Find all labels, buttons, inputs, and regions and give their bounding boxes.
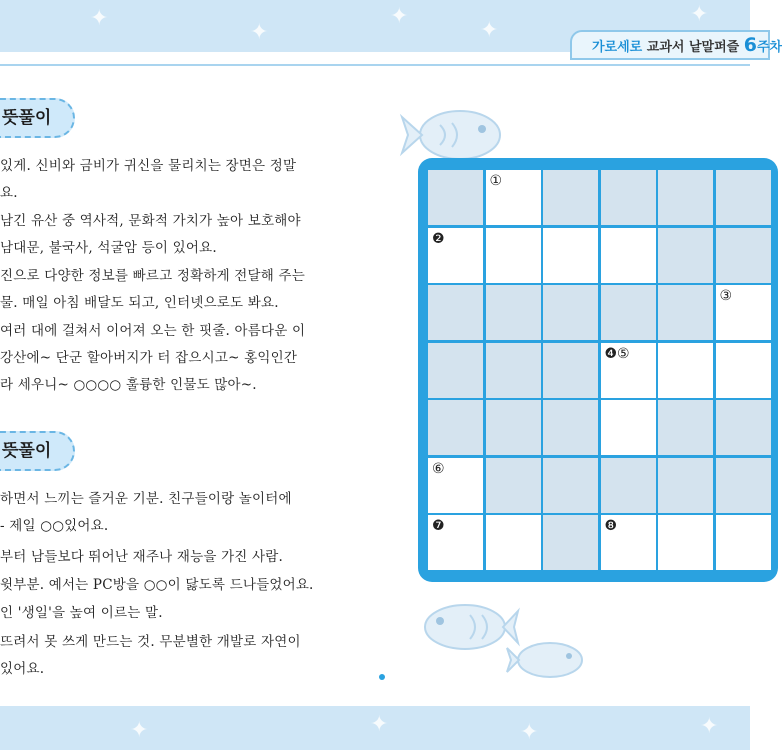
clue-line: - 제일 ○○있어요. [0,518,109,534]
section-tag-label: 뜻풀이 [2,441,52,461]
section-tag-1 [0,98,75,138]
puzzle-cell[interactable] [601,228,657,284]
puzzle-cell[interactable] [486,515,542,571]
bone-decoration-icon: ✦ [390,4,409,29]
puzzle-cell [716,170,772,226]
clue-line: 하면서 느끼는 즐거운 기분. 친구들이랑 놀이터에 [0,491,292,507]
clue-line: 강산에~ 단군 할아버지가 터 잡으시고~ 홍익인간 [0,350,298,366]
header-divider [0,64,750,66]
puzzle-cell [658,458,714,514]
bone-decoration-icon: ✦ [250,20,269,45]
clue-line: 있게. 신비와 금비가 귀신을 물리치는 장면은 정말 [0,158,297,174]
page-dot [379,674,385,680]
puzzle-cell [486,343,542,399]
clue-line: 남긴 유산 중 역사적, 문화적 가치가 높아 보호해야 [0,213,301,229]
clue-line: 물. 매일 아침 배달도 되고, 인터넷으로도 봐요. [0,295,279,311]
week-suffix: 주차 [756,40,782,55]
cell-number: ❼ [432,518,445,534]
puzzle-cell [716,400,772,456]
bone-decoration-icon: ✦ [130,718,149,743]
title-prefix: 가로세로 [592,40,643,55]
puzzle-cell [428,170,484,226]
clue-line: 부터 남들보다 뛰어난 재주나 재능을 가진 사람. [0,549,284,565]
cell-number: ③ [719,288,733,304]
fish-decoration-icon [505,630,595,690]
week-number: 6 [743,34,757,56]
puzzle-cell [658,228,714,284]
bone-decoration-icon: ✦ [700,714,719,739]
section-tag-label: 뜻풀이 [2,108,52,128]
puzzle-cell[interactable] [486,170,542,226]
bone-decoration-icon: ✦ [480,18,499,43]
clue-line: 라 세우니~ ○○○○ 훌륭한 인물도 많아~. [0,377,257,393]
bone-decoration-icon: ✦ [90,6,109,31]
section-tag-2 [0,431,75,471]
puzzle-cell [543,515,599,571]
puzzle-cell [486,285,542,341]
bone-decoration-icon: ✦ [690,2,709,27]
puzzle-cell[interactable] [428,458,484,514]
puzzle-cell[interactable] [486,228,542,284]
puzzle-cell[interactable] [428,228,484,284]
puzzle-cell [486,400,542,456]
puzzle-cell[interactable] [716,285,772,341]
bone-decoration-icon: ✦ [520,720,539,745]
puzzle-cell[interactable] [601,343,657,399]
bone-decoration-icon: ✦ [370,712,389,737]
cell-number: ❷ [432,230,445,247]
puzzle-cell[interactable] [543,228,599,284]
clue-line: 남대문, 불국사, 석굴암 등이 있어요. [0,240,217,256]
puzzle-cell[interactable] [601,400,657,456]
cell-number: ❹⑤ [604,345,630,362]
clue-line: 요. [0,185,18,201]
puzzle-cell [543,343,599,399]
clue-line: 윗부분. 예서는 PC방을 ○○이 닳도록 드나들었어요. [0,577,314,593]
puzzle-cell[interactable] [428,515,484,571]
clue-line: 진으로 다양한 정보를 빠르고 정확하게 전달해 주는 [0,268,306,284]
bottom-decorative-band [0,706,750,750]
puzzle-cell [658,170,714,226]
puzzle-cell [428,285,484,341]
cell-number: ❽ [604,518,618,534]
puzzle-cell[interactable] [601,515,657,571]
puzzle-cell [543,170,599,226]
puzzle-cell [428,400,484,456]
puzzle-cell [543,285,599,341]
puzzle-cell [486,458,542,514]
puzzle-cell [716,458,772,514]
fish-decoration-icon [410,585,520,665]
puzzle-cell [543,400,599,456]
puzzle-cell [601,170,657,226]
puzzle-cell [428,343,484,399]
cell-number: ① [489,173,503,189]
puzzle-cell [658,285,714,341]
puzzle-cell[interactable] [716,515,772,571]
cell-number: ⑥ [432,460,445,477]
clue-line: 여러 대에 걸쳐서 이어져 오는 한 핏줄. 아름다운 이 [0,323,306,339]
puzzle-cell[interactable] [716,343,772,399]
puzzle-cell[interactable] [658,515,714,571]
title-rest: 교과서 낱말퍼즐 [646,40,740,55]
page-title-tab [570,30,782,60]
puzzle-cell [601,458,657,514]
clue-line: 인 '생일'을 높여 이르는 말. [0,605,163,621]
puzzle-cell [601,285,657,341]
puzzle-cell [658,400,714,456]
puzzle-cell[interactable] [658,343,714,399]
puzzle-cell [716,228,772,284]
clue-line: 있어요. [0,661,45,677]
puzzle-cell [543,458,599,514]
clue-line: 뜨려서 못 쓰게 만드는 것. 무분별한 개발로 자연이 [0,634,301,650]
